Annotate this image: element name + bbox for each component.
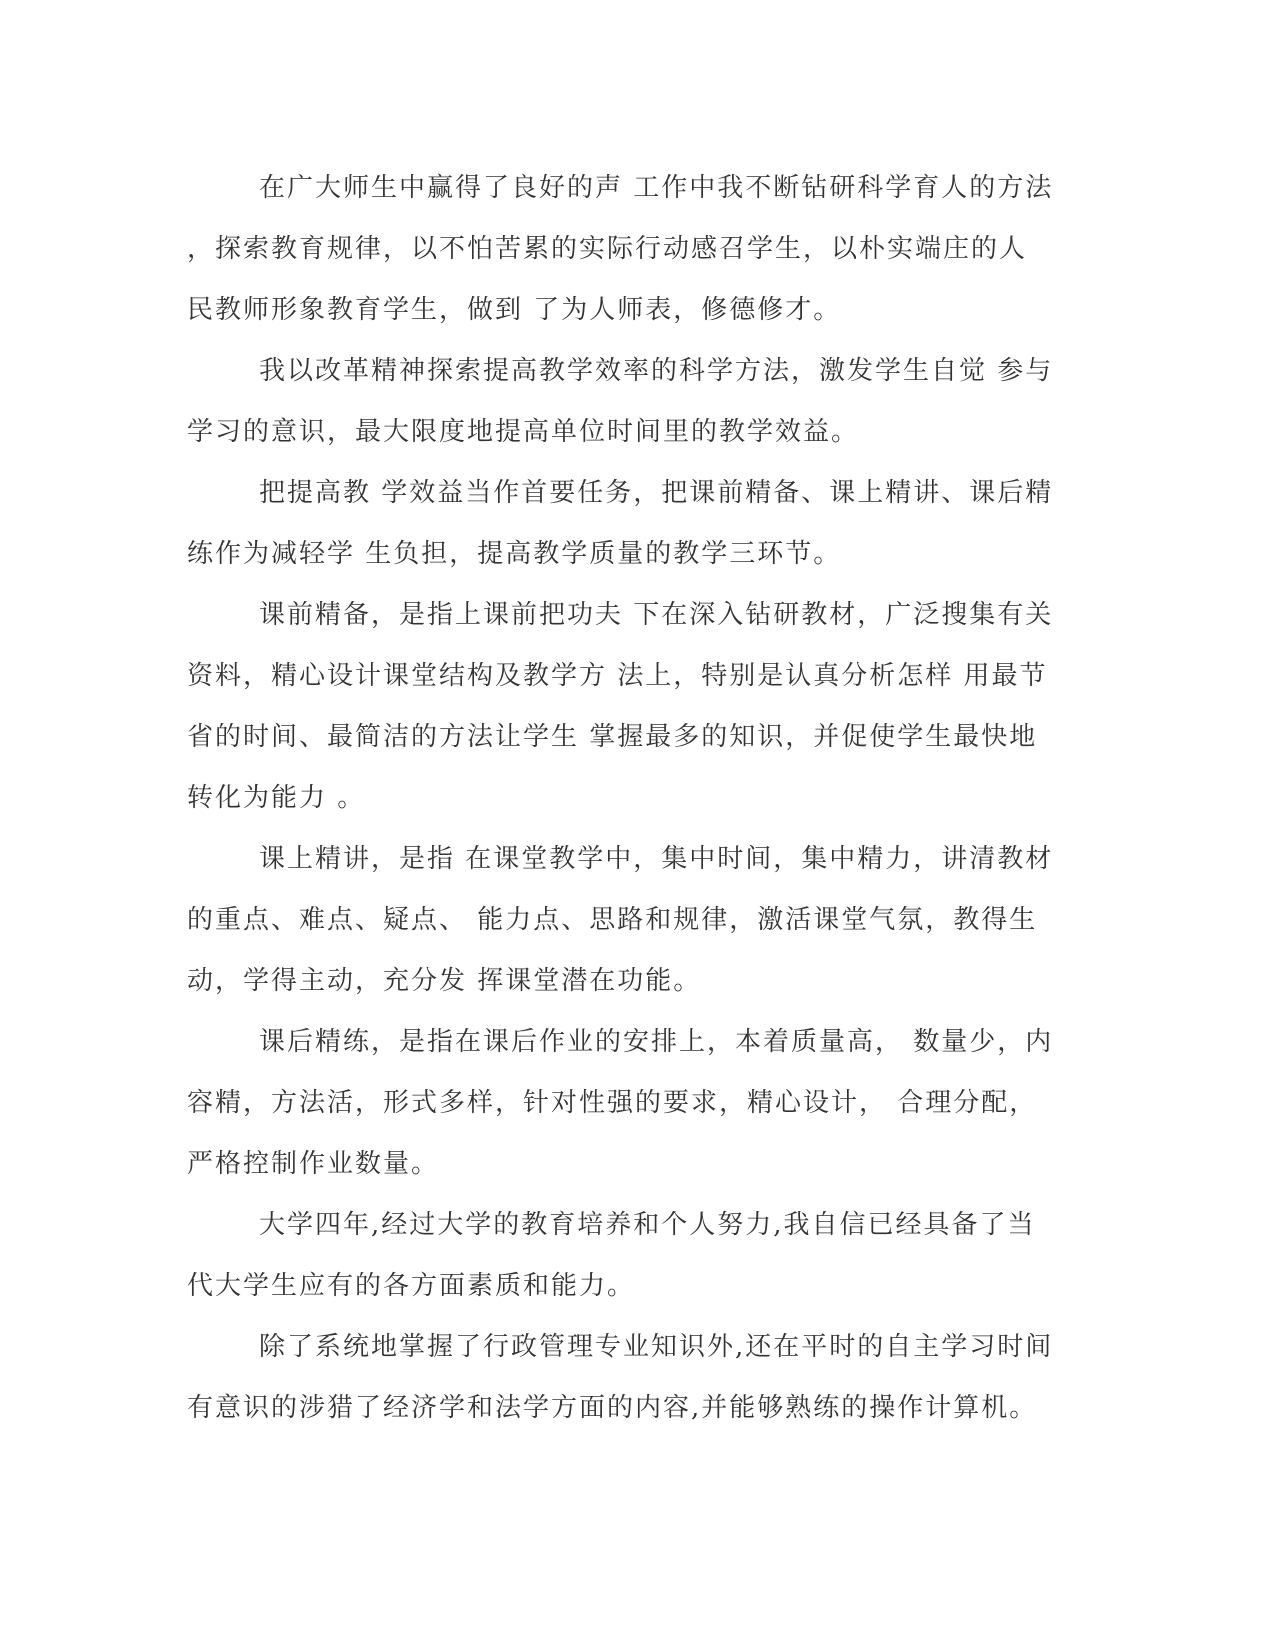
paragraph-6: [187, 1012, 1092, 1195]
paragraph-6-line-3: 严格控制作业数量。: [187, 1149, 440, 1179]
paragraph-3-line-2: 练作为减轻学 生负担，提高教学质量的教学三环节。: [187, 539, 842, 569]
paragraph-2-line-2: 学习的意识，最大限度地提高单位时间里的教学效益。: [187, 417, 860, 447]
paragraph-1: [187, 158, 1092, 341]
paragraph-8-line-2: 有意识的涉猎了经济学和法学方面的内容,并能够熟练的操作计算机。: [187, 1393, 1038, 1423]
paragraph-1-line-3: 民教师形象教育学生，做到 了为人师表，修德修才。: [187, 295, 842, 325]
paragraph-3-line-1: 把提高教 学效益当作首要任务，把课前精备、课上精讲、课后精: [259, 478, 1054, 508]
paragraph-6-line-2: 容精，方法活，形式多样，针对性强的要求，精心设计， 合理分配，: [187, 1088, 1038, 1118]
paragraph-2-line-1: 我以改革精神探索提高教学效率的科学方法，激发学生自觉 参与: [259, 356, 1054, 386]
body-text: [187, 158, 1092, 1439]
paragraph-5: [187, 829, 1092, 1012]
paragraph-7-line-2: 代大学生应有的各方面素质和能力。: [187, 1271, 636, 1301]
paragraph-2: [187, 341, 1092, 463]
paragraph-1-line-1: 在广大师生中赢得了良好的声 工作中我不断钻研科学育人的方法: [259, 173, 1054, 203]
paragraph-4-line-1: 课前精备，是指上课前把功夫 下在深入钻研教材，广泛搜集有关: [259, 600, 1054, 630]
paragraph-8-line-1: 除了系统地掌握了行政管理专业知识外,还在平时的自主学习时间: [259, 1332, 1054, 1362]
paragraph-3: [187, 463, 1092, 585]
paragraph-7-line-1: 大学四年,经过大学的教育培养和个人努力,我自信已经具备了当: [259, 1210, 1036, 1240]
paragraph-4-line-4: 转化为能力 。: [187, 783, 366, 813]
paragraph-5-line-1: 课上精讲，是指 在课堂教学中，集中时间，集中精力，讲清教材: [259, 844, 1054, 874]
paragraph-5-line-3: 动，学得主动，充分发 挥课堂潜在功能。: [187, 966, 702, 996]
paragraph-4: [187, 585, 1092, 829]
paragraph-4-line-3: 省的时间、最简洁的方法让学生 掌握最多的知识，并促使学生最快地: [187, 722, 1038, 752]
paragraph-5-line-2: 的重点、难点、疑点、 能力点、思路和规律，激活课堂气氛，教得生: [187, 905, 1038, 935]
paragraph-8: [187, 1317, 1092, 1439]
paragraph-1-line-2: ，探索教育规律，以不怕苦累的实际行动感召学生，以朴实端庄的人: [187, 234, 1028, 264]
paragraph-6-line-1: 课后精练，是指在课后作业的安排上，本着质量高， 数量少，内: [259, 1027, 1054, 1057]
paragraph-4-line-2: 资料，精心设计课堂结构及教学方 法上，特别是认真分析怎样 用最节: [187, 661, 1048, 691]
paragraph-7: [187, 1195, 1092, 1317]
